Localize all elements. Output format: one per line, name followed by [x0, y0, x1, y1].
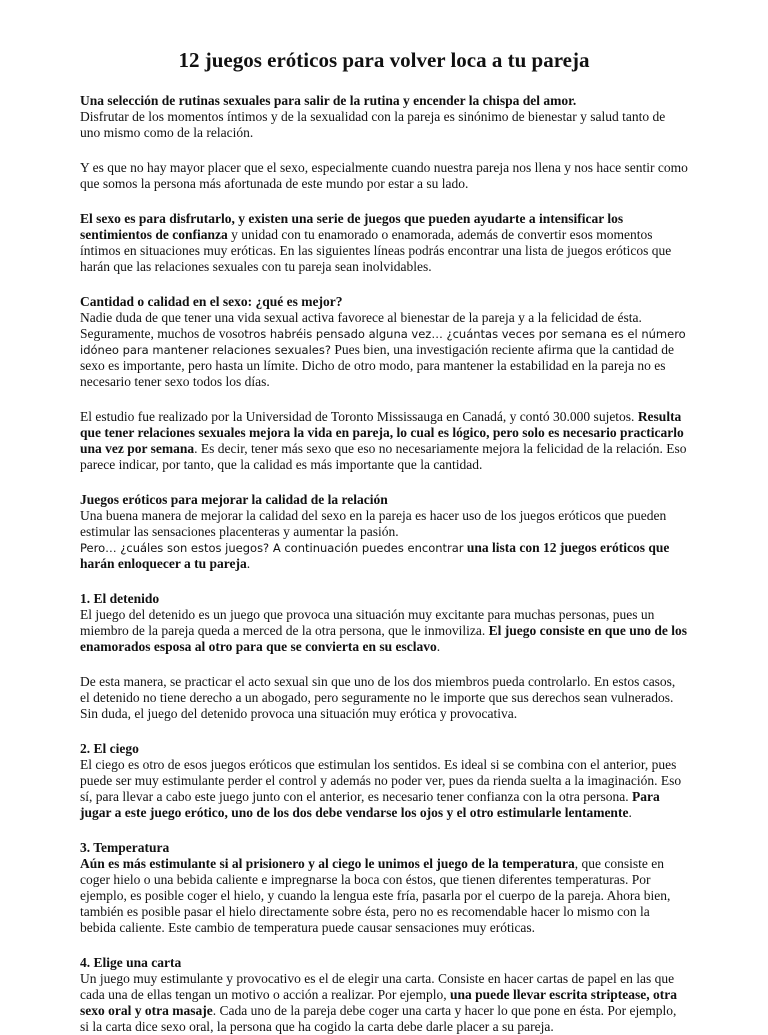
- intro-paragraph: [80, 93, 688, 141]
- game-1: [80, 591, 688, 655]
- section-cantidad-text-2: tros habréis pensado alguna vez… ¿cuántas veces por semana es el número idóneo para mantener relaciones sexuales?: [80, 327, 686, 358]
- section-estudio-text-1: El estudio fue realizado por la Universidad de Toronto Mississauga en Canadá, y contó 30.000 sujetos.: [80, 409, 638, 425]
- game-3-heading: 3. Temperatura: [80, 840, 170, 856]
- game-1-heading: 1. El detenido: [80, 591, 160, 607]
- intro-text: Disfrutar de los momentos íntimos y de la sexualidad con la pareja es sinónimo de bienestar y salud tanto de uno mismo como de la relación.: [80, 109, 666, 141]
- paragraph-2: Y es que no hay mayor placer que el sexo, especialmente cuando nuestra pareja nos llena y nos hace sentir como que somos la persona más afortunada de este mundo por estar a su lado.: [80, 160, 688, 192]
- game-1-bold: El juego consiste en que uno de los enamorados esposa al otro para que se convierta en su esclavo: [80, 623, 687, 655]
- game-2-text-1: El ciego es otro de esos juegos eróticos que estimulan los sentidos. Es ideal si se combina con el anterior, pues puede ser muy estimulante perder el control y además no poder ver, pues da rienda suelta a la imaginación. Eso sí, para llevar a cabo este juego junto con el anterior, es necesario tener confianza con la otra persona.: [80, 757, 682, 805]
- game-4: [80, 955, 688, 1035]
- section-juegos-bold: una lista con 12 juegos eróticos que harán enloquecer a tu pareja: [80, 540, 670, 572]
- section-cantidad: [80, 294, 688, 390]
- section-juegos-text-3: .: [246, 556, 251, 572]
- section-estudio: [80, 409, 688, 473]
- section-juegos-text-1: Una buena manera de mejorar la calidad del sexo en la pareja es hacer uso de los juegos eróticos que pueden estimular las sensaciones placenteras y aumentar la pasión.: [80, 508, 667, 540]
- game-1-continued: De esta manera, se practicar el acto sexual sin que uno de los dos miembros pueda controlarlo. En estos casos, el detenido no tiene derecho a un abogado, pero seguramente no le importe que sus derechos sean vulnerados. Sin duda, el juego del detenido provoca una situación muy erótica y provocativa.: [80, 674, 676, 722]
- paragraph-3-text: y unidad con tu enamorado o enamorada, además de convertir esos momentos íntimos en situaciones muy eróticas. En las siguientes líneas podrás encontrar una lista de juegos eróticos que harán que las relaciones sexuales con tu pareja sean inolvidables.: [80, 227, 672, 275]
- game-2-heading: 2. El ciego: [80, 741, 139, 757]
- section-juegos: [80, 492, 688, 572]
- game-4-heading: 4. Elige una carta: [80, 955, 182, 971]
- game-1-text-1: El juego del detenido es un juego que provoca una situación muy excitante para muchas personas, pues un miembro de la pareja queda a merced de la otra persona, que le inmoviliza.: [80, 607, 655, 639]
- section-cantidad-text-3: Pues bien, una investigación reciente afirma que la cantidad de sexo es importante, pero hasta un límite. Dicho de otro modo, para mantener la estabilidad en la pareja no es necesario tener sexo todos los días.: [80, 342, 674, 390]
- paragraph-3-bold: El sexo es para disfrutarlo, y existen una serie de juegos que pueden ayudarte a intensificar los sentimientos de confianza: [80, 211, 624, 243]
- game-2: [80, 741, 688, 821]
- section-cantidad-heading: Cantidad o calidad en el sexo: ¿qué es mejor?: [80, 294, 343, 310]
- section-juegos-heading: Juegos eróticos para mejorar la calidad de la relación: [80, 492, 388, 508]
- game-4-text-1: Un juego muy estimulante y provocativo es el de elegir una carta. Consiste en hacer cartas de papel en las que cada una de ellas tengan un motivo o acción a realizar. Por ejemplo,: [80, 971, 675, 1003]
- section-cantidad-text-1: Nadie duda de que tener una vida sexual activa favorece al bienestar de la pareja y a la felicidad de ésta. Seguramente, muchos de voso: [80, 310, 642, 342]
- game-2-text-2: .: [628, 805, 632, 821]
- game-4-text-2: . Cada uno de la pareja debe coger una carta y hacer lo que pone en ésta. Por ejemplo, si la carta dice sexo oral, la persona que ha cogido la carta debe darle placer a su pareja.: [80, 1003, 677, 1035]
- section-estudio-bold: Resulta que tener relaciones sexuales mejora la vida en pareja, lo cual es lógico, pero solo es necesario practicarlo una vez por semana: [80, 409, 684, 457]
- game-3: [80, 840, 688, 936]
- game-3-text: , que consiste en coger hielo o una bebida caliente e impregnarse la boca con éstos, que tienen diferentes temperaturas. Por ejemplo, es posible coger el hielo, y cuando la lengua este fría, pasarla por el cuerpo de la pareja. Ahora bien, también es posible pasar el hielo directamente sobre ésta, pero no es recomendable hacer lo mismo con la bebida caliente. Este cambio de temperatura puede causar sensaciones muy eróticas.: [80, 856, 671, 936]
- game-3-bold: Aún es más estimulante si al prisionero y al ciego le unimos el juego de la temperatura: [80, 856, 575, 872]
- section-juegos-text-2: Pero… ¿cuáles son estos juegos? A continuación puedes encontrar: [80, 541, 464, 556]
- intro-heading: Una selección de rutinas sexuales para salir de la rutina y encender la chispa del amor.: [80, 93, 577, 109]
- game-2-bold: Para jugar a este juego erótico, uno de los dos debe vendarse los ojos y el otro estimularle lentamente: [80, 789, 660, 821]
- game-4-bold: una puede llevar escrita striptease, otra sexo oral y otra masaje: [80, 987, 677, 1019]
- section-estudio-text-2: . Es decir, tener más sexo que eso no necesariamente mejora la felicidad de la relación. Eso parece indicar, por tanto, que la calidad es más importante que la cantidad.: [80, 441, 687, 473]
- document-title: 12 juegos eróticos para volver loca a tu pareja: [178, 48, 590, 72]
- game-1-text-2: .: [436, 639, 441, 655]
- paragraph-3: [80, 211, 688, 275]
